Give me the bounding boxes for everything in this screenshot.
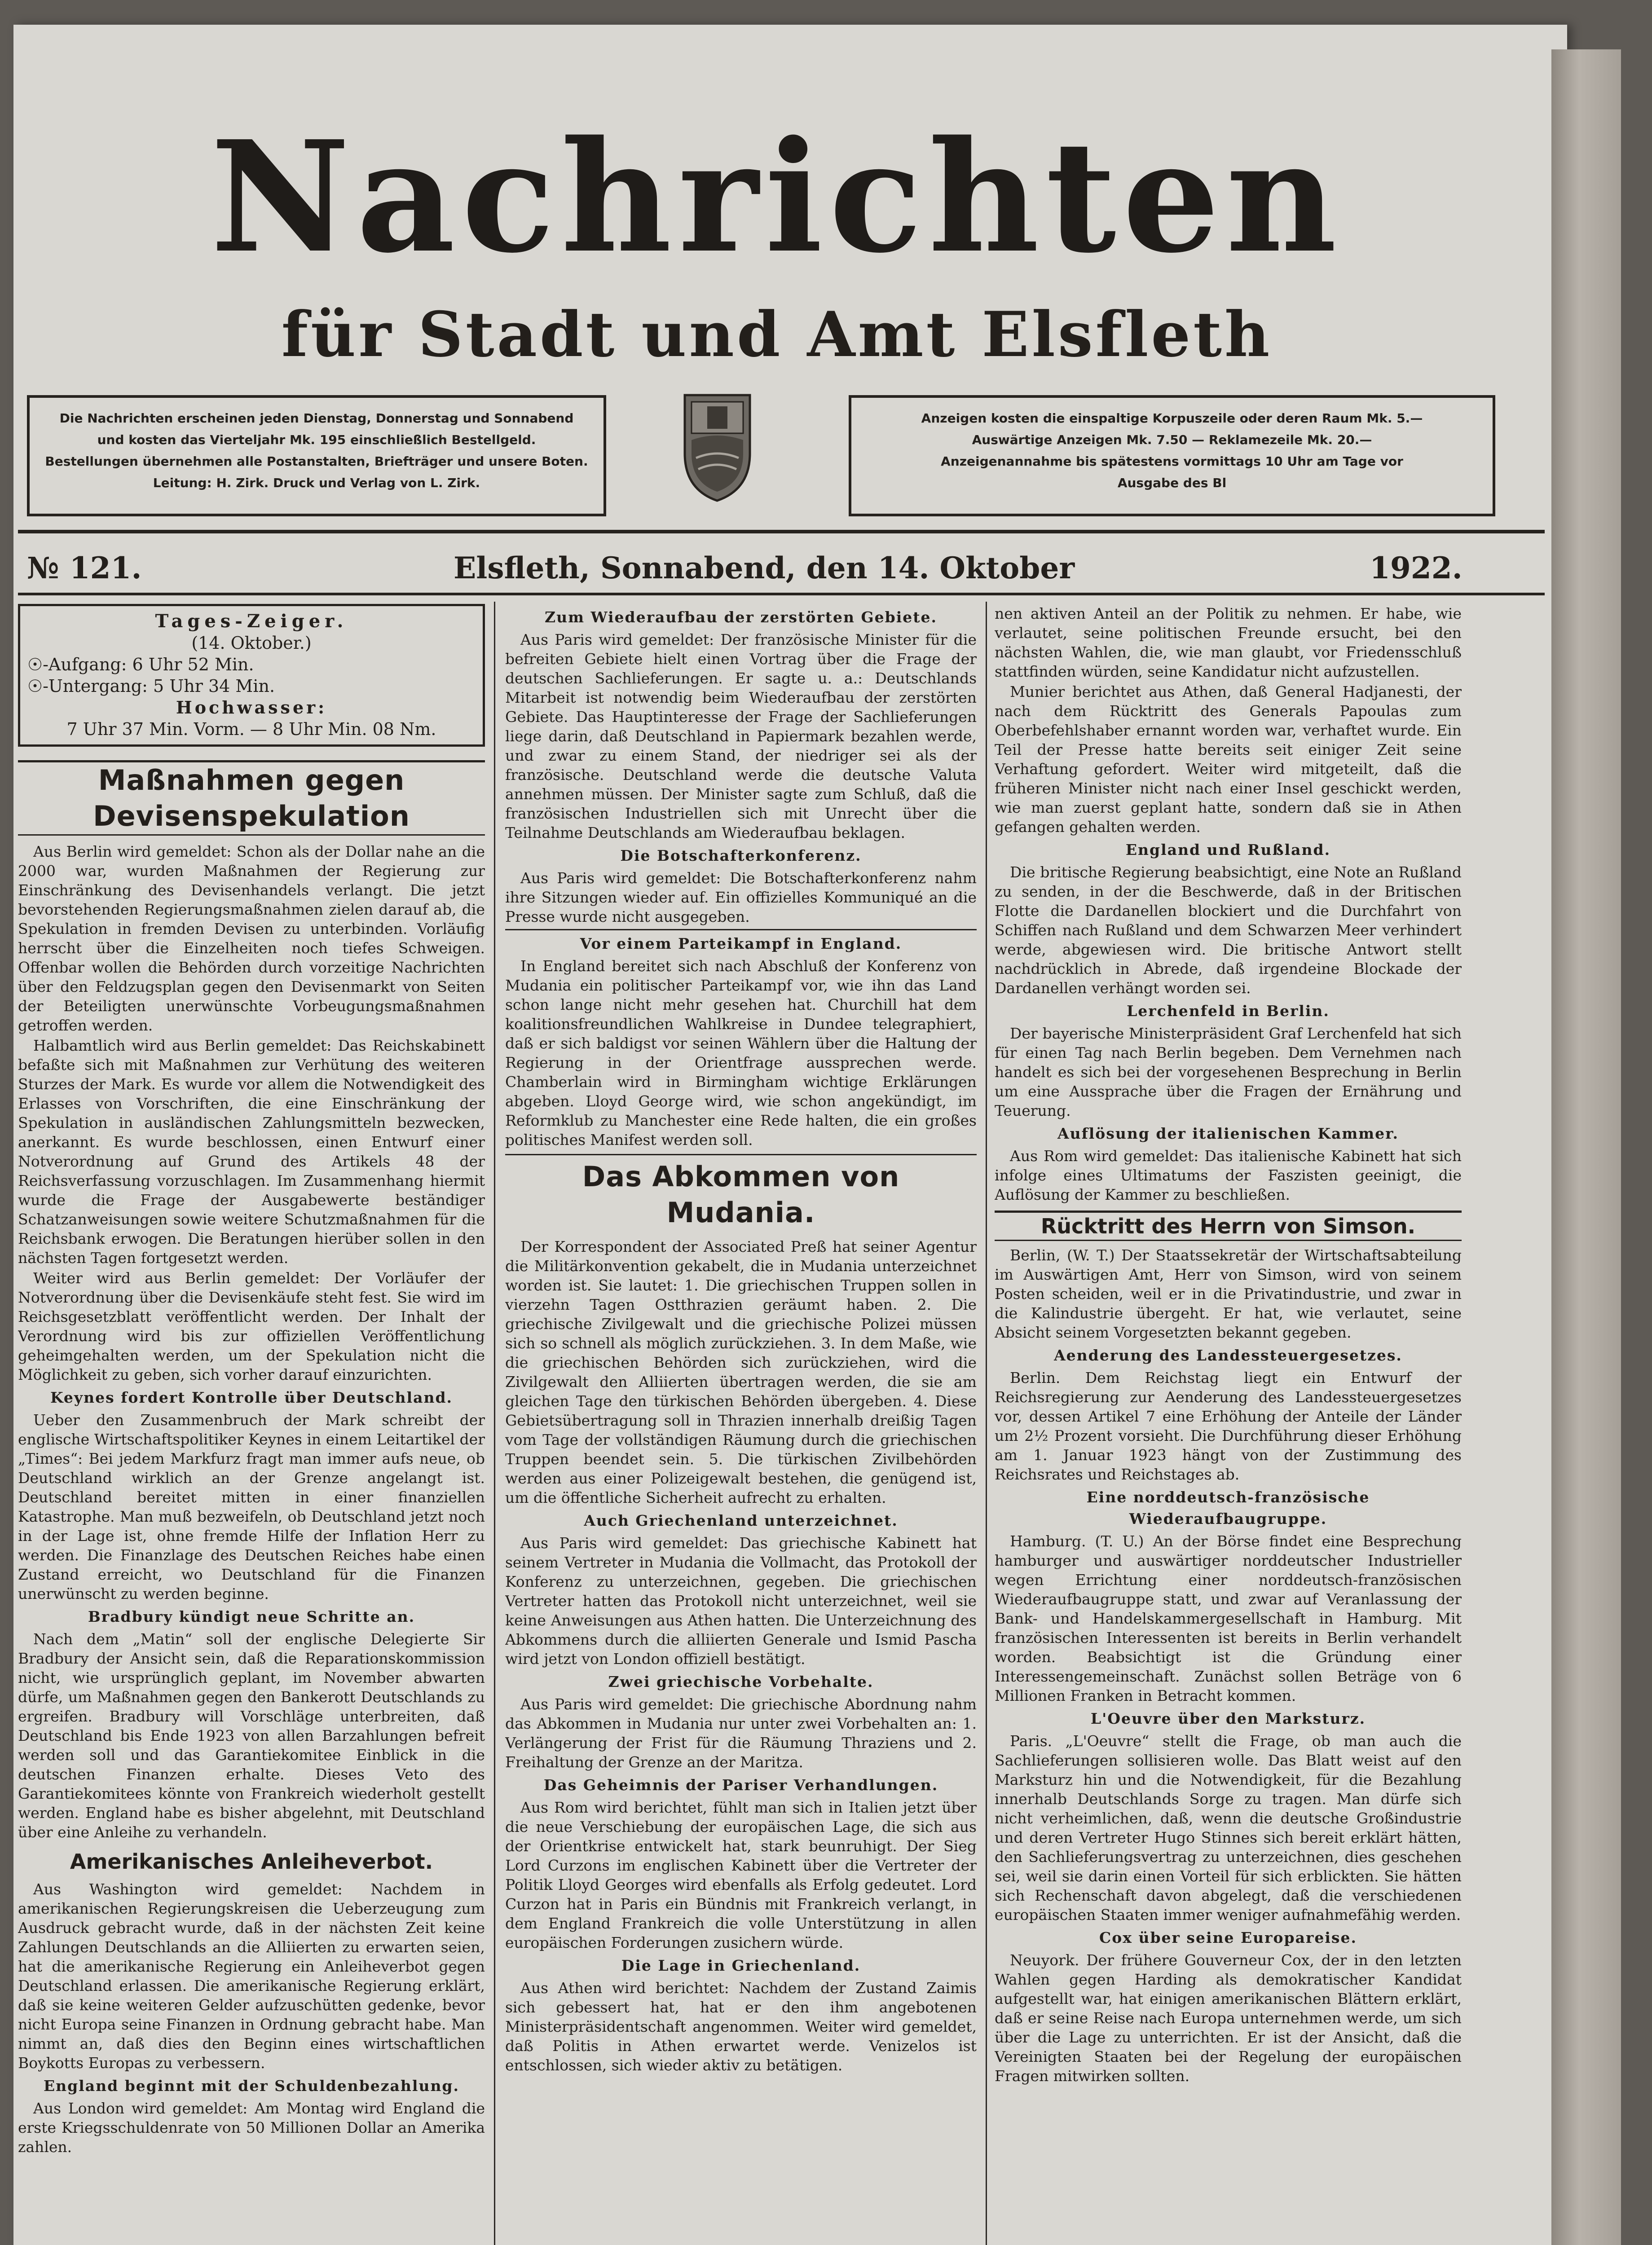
article-paragraph: Die britische Regierung beabsichtigt, eine Note an Rußland zu senden, in der die Beschwerde, daß in der Britischen Flotte die Dardanellen blockiert und die Durchfahrt von Schiffen nach Rußland und dem Schwarzen Meer verhindert werde, abgewiesen wird. Die britische Antwort stellt nachdrücklich in Abrede, daß irgendeine Blockade der Dardanellen verhängt worden sei. <box>995 863 1462 997</box>
subheading: Auch Griechenland unterzeichnet. <box>584 1512 898 1529</box>
subscription-line-2: und kosten das Vierteljahr Mk. 195 einschließlich Bestellgeld. <box>97 432 536 447</box>
issue-year: 1922. <box>1370 550 1463 585</box>
article-paragraph: In England bereitet sich nach Abschluß der Konferenz von Mudania ein politischer Parteikampf vor, wie ihn das Land schon lange nicht mehr gesehen hat. Churchill hat dem koalitionsfreundlichen Wahlkreise in Dundee telegraphiert, daß er sich baldigst vor seinen Wählern über die Haltung der Regierung in der Orientfrage aussprechen werde. Chamberlain wird in Birmingham wichtige Erklärungen abgeben. Lloyd George wird, wie schon angekündigt, im Reformklub zu Manchester eine Rede halten, die ein großes politisches Manifest werden soll. <box>505 957 977 1149</box>
article-paragraph: Hamburg. (T. U.) An der Börse findet eine Besprechung hamburger und auswärtiger norddeutscher Industrieller wegen Errichtung einer norddeutsch-französischen Wiederaufbaugruppe statt, und zwar auf Veranlassung der Bank- und Handelskammergesellschaft in Hamburg. Mit französischen Interessenten ist bereits in Berlin verhandelt worden. Beabsichtigt ist die Gründung einer Interessengemeinschaft. Zunächst sollen Beträge von 6 Millionen Franken in Betracht kommen. <box>995 1532 1462 1704</box>
subheading-anleiheverbot: Amerikanisches Anleiheverbot. <box>70 1849 433 1874</box>
article-paragraph: Aus Berlin wird gemeldet: Schon als der Dollar nahe an die 2000 war, wurden Maßnahmen der Regierung zur Einschränkung des Devisenhandels verlangt. Die jetzt bevorstehenden Regierungsmaßnahmen zielen darauf ab, die Spekulation in fremden Devisen zu unterbinden. Vorläufig herrscht über die Einzelheiten noch tiefes Schweigen. Offenbar wollen die Behörden durch vorzeitige Nachrichten über den Feldzugsplan gegen den Devisenmarkt von Seiten der Beteiligten unerwünschte Vorbeugungsmaßnahmen getroffen werden. <box>18 843 485 1034</box>
subheading: Die Botschafterkonferenz. <box>620 847 862 864</box>
advert-line-1: Anzeigen kosten die einspaltige Korpuszeile oder deren Raum Mk. 5.— <box>921 411 1423 426</box>
article-paragraph: Neuyork. Der frühere Gouverneur Cox, der in den letzten Wahlen gegen Harding als demokratischer Kandidat aufgestellt war, hat einigen amerikanischen Blättern erklärt, daß er seine Reise nach Europa unternehmen werde, um sich über die Lage zu unterrichten. Er ist der Ansicht, daß die Vereinigten Staaten bei der Regelung der europäischen Fragen mitwirken sollten. <box>995 1951 1462 2085</box>
article-paragraph: Aus Rom wird gemeldet: Das italienische Kabinett hat sich infolge eines Ultimatums der Faszisten geeinigt, die Auflösung der Kammer zu beschließen. <box>995 1147 1462 1203</box>
subscription-info-box <box>27 395 606 516</box>
tide-title: Hochwasser: <box>176 697 327 718</box>
subheading: L'Oeuvre über den Marksturz. <box>1090 1710 1366 1727</box>
page-binding-edge <box>1551 49 1621 2245</box>
header-rule-bottom <box>18 593 1545 595</box>
article-paragraph: Halbamtlich wird aus Berlin gemeldet: Das Reichskabinett befaßte sich mit Maßnahmen zur Verhütung des weiteren Sturzes der Mark. Es wurde vor allem die Notwendigkeit des Erlasses von Vorschriften, die eine Einschränkung der Spekulation in ausländischen Zahlungsmitteln bezwecken, anerkannt. Es wurde beschlossen, einen Entwurf einer Notverordnung auf Grund des Artikels 48 der Reichsverfassung vorzuschlagen. Im Zusammenhang hiermit wurde die Frage der Ausgabewerte beständiger Schatzanweisungen sowie weitere Schutzmaßnahmen für die Reichsbank erwogen. Die Beratungen hierüber sollen in den nächsten Tagen fortgesetzt werden. <box>18 1037 485 1267</box>
sunset-time: ☉-Untergang: 5 Uhr 34 Min. <box>27 676 275 696</box>
subscription-line-3: Bestellungen übernehmen alle Postanstalten, Briefträger und unsere Boten. <box>45 454 588 469</box>
subheading: Lerchenfeld in Berlin. <box>1127 1002 1330 1020</box>
column-divider <box>494 602 495 2245</box>
article-paragraph: Aus Paris wird gemeldet: Die griechische Abordnung nahm das Abkommen in Mudania nur unter zwei Vorbehalten an: 1. Verlängerung der Frist für die Räumung Thraziens und 2. Freihaltung der Grenze an der Maritza. <box>505 1695 977 1771</box>
article-paragraph: Aus Paris wird gemeldet: Die Botschafterkonferenz nahm ihre Sitzungen wieder auf. Ein offizielles Kommuniqué an die Presse wurde nicht ausgegeben. <box>505 869 977 925</box>
subheading: Auflösung der italienischen Kammer. <box>1057 1125 1399 1142</box>
column-1 <box>18 604 485 2245</box>
tages-zeiger-date: (14. Oktober.) <box>191 633 312 653</box>
article-paragraph: Nach dem „Matin“ soll der englische Delegierte Sir Bradbury der Ansicht sein, daß die Reparationskommission nicht, wie ursprünglich geplant, im November abwarten dürfe, um Maßnahmen gegen den Bankerott Deutschlands zu ergreifen. Bradbury will Vorschläge unterbreiten, daß Deutschland bis Ende 1923 von allen Barzahlungen befreit werden soll und das Garantiekomitee Einblick in die deutschen Finanzen erhalte. Dieses Veto des Garantiekomitees könnte von Frankreich wiederholt gestellt werden. England habe es bisher abgelehnt, mit Deutschland über eine Anleihe zu verhandeln. <box>18 1630 485 1841</box>
tide-times: 7 Uhr 37 Min. Vorm. — 8 Uhr Min. 08 Nm. <box>66 719 436 739</box>
headline-mudania: Das Abkommen von Mudania. <box>505 1154 977 1231</box>
article-paragraph: Aus London wird gemeldet: Am Montag wird England die erste Kriegsschuldenrate von 50 Millionen Dollar an Amerika zahlen. <box>18 2100 485 2156</box>
article-paragraph: Aus Rom wird berichtet, fühlt man sich in Italien jetzt über die neue Verschiebung der europäischen Lage, die sich aus der Orientkrise entwickelt hat, stark beunruhigt. Der Sieg Lord Curzons im englischen Kabinett über die Vertreter der Politik Lloyd Georges wird ebenfalls als Erfolg gedeutet. Lord Curzon hat in Paris ein Bündnis mit Frankreich verlangt, in dem England Frankreich die volle Unterstützung in allen europäischen Forderungen zusichern würde. <box>505 1799 977 1951</box>
subheading: Das Geheimnis der Pariser Verhandlungen. <box>543 1776 938 1794</box>
article-paragraph: Munier berichtet aus Athen, daß General Hadjanesti, der nach dem Rücktritt des Generals Papoulas zum Oberbefehlshaber ernannt worden war, verhaftet wurde. Ein Teil der Presse hatte bereits seit einiger Zeit seine Verhaftung gefordert. Weiter wird mitgeteilt, daß die früheren Minister nicht nach einer Insel geschickt werden, wie man zuerst geplant hatte, sondern daß sie in Athen gefangen gehalten werden. <box>995 683 1462 836</box>
sunrise-time: ☉-Aufgang: 6 Uhr 52 Min. <box>27 655 254 674</box>
column-divider <box>986 602 987 2245</box>
tages-zeiger-box <box>18 604 485 747</box>
article-paragraph: Berlin. Dem Reichstag liegt ein Entwurf der Reichsregierung zur Aenderung des Landessteuergesetzes vor, dessen Artikel 7 eine Erhöhung der Anteile der Länder um 2½ Prozent vorsieht. Die Durchführung dieser Erhöhung am 1. Januar 1923 hängt von der Zustimmung des Reichsrates und Reichstages ab. <box>995 1369 1462 1483</box>
article-paragraph: Aus Athen wird berichtet: Nachdem der Zustand Zaimis sich gebessert hat, hat er den ihm angebotenen Ministerpräsidentschaft angenommen. Weiter wird gemeldet, daß Politis in Athen erwartet werde. Venizelos ist entschlossen, sich wieder aktiv zu betätigen. <box>505 1979 977 2074</box>
advertising-info-box <box>849 395 1495 516</box>
advert-line-4: Ausgabe des Bl <box>1117 475 1227 490</box>
masthead-subtitle: für Stadt und Amt Elsfleth <box>281 298 1273 371</box>
article-paragraph: Aus Paris wird gemeldet: Der französische Minister für die befreiten Gebiete hielt einen Vortrag über die Frage der deutschen Sachlieferungen. Er sagte u. a.: Deutschlands Mitarbeit ist notwendig beim Wiederaufbau der zerstörten Gebiete. Das Hauptinteresse der Frage der Sachlieferungen liege darin, daß Deutschland in Papiermark bezahlen werde, und zwar zu einem Stand, der niedriger sei als der französische. Deutschland werde die deutsche Valuta annehmen müssen. Der Minister sagte zum Schluß, daß die französischen Industriellen sich mit Unrecht über die Teilnahme Deutschlands am Wiederaufbau beklagen. <box>505 631 977 841</box>
header-rule-top <box>18 530 1545 533</box>
subheading: Cox über seine Europareise. <box>1099 1929 1357 1946</box>
article-paragraph: Aus Washington wird gemeldet: Nachdem in amerikanischen Regierungskreisen die Ueberzeugung zum Ausdruck gebracht wurde, daß in der nächsten Zeit keine Zahlungen Deutschlands an die Alliierten zu erwarten seien, hat die amerikanische Regierung ein Anleiheverbot gegen Deutschland erlassen. Die amerikanische Regierung erklärt, daß sie keine weiteren Gelder aufzuschütten gedenke, bevor nicht Europa seine Finanzen in Ordnung gebracht habe. Man nimmt an, daß dies den Beginn eines wirtschaftlichen Boykotts Europas zu verbessern. <box>18 1880 485 2072</box>
subheading: Zum Wiederaufbau der zerstörten Gebiete. <box>545 608 937 626</box>
subheading: Zwei griechische Vorbehalte. <box>608 1673 874 1690</box>
masthead-title: Nachrichten <box>210 108 1344 287</box>
subheading: Aenderung des Landessteuergesetzes. <box>1054 1347 1402 1364</box>
advert-line-3: Anzeigenannahme bis spätestens vormittags 10 Uhr am Tage vor <box>941 454 1403 469</box>
headline-devisenspekulation: Maßnahmen gegen Devisenspekulation <box>18 760 485 836</box>
article-paragraph: Der bayerische Ministerpräsident Graf Lerchenfeld hat sich für einen Tag nach Berlin begeben. Dem Vernehmen nach handelt es sich bei der vorgesehenen Besprechung in Berlin um eine Aussprache über die Fragen der Ernährung und Teuerung. <box>995 1025 1462 1119</box>
article-paragraph: Der Korrespondent der Associated Preß hat seiner Agentur die Militärkonvention gekabelt, die in Mudania unterzeichnet worden ist. Sie lautet: 1. Die griechischen Truppen sollen in vierzehn Tagen Ostthrazien geräumt haben. 2. Die griechische Zivilgewalt und die griechische Polizei müssen sich so schnell als möglich zurückziehen. 3. In dem Maße, wie die griechischen Behörden sich zurückziehen, wird die Zivilgewalt den Alliierten übertragen werden, die sie am gleichen Tage den türkischen Behörden übergeben. 4. Diese Gebietsübertragung soll in Thrazien innerhalb dreißig Tagen vom Tage der vollständigen Räumung durch die griechischen Truppen beendet sein. 5. Die türkischen Zivilbehörden werden aus einer Polizeigewalt bestehen, die genügend ist, um die öffentliche Sicherheit aufrecht zu erhalten. <box>505 1238 977 1506</box>
subheading: Bradbury kündigt neue Schritte an. <box>88 1608 415 1625</box>
issue-number: № 121. <box>27 550 142 585</box>
article-paragraph: Berlin, (W. T.) Der Staatssekretär der Wirtschaftsabteilung im Auswärtigen Amt, Herr von Simson, wird von seinem Posten scheiden, weil er in die Privatindustrie, und zwar in die Kalindustrie übergeht. Er hat, wie verlautet, seine Absicht seinem Vorgesetzten bekannt gegeben. <box>995 1246 1462 1341</box>
article-paragraph: Weiter wird aus Berlin gemeldet: Der Vorläufer der Notverordnung über die Devisenkäufe steht fest. Sie wird im Reichsgesetzblatt veröffentlicht werden. Der Inhalt der Verordnung wird bis zur offiziellen Veröffentlichung geheimgehalten werden, um der Spekulation nicht die Möglichkeit zu geben, sich vorher darauf einzurichten. <box>18 1269 485 1383</box>
subheading: Keynes fordert Kontrolle über Deutschland. <box>50 1389 453 1406</box>
article-paragraph: Ueber den Zusammenbruch der Mark schreibt der englische Wirtschaftspolitiker Keynes in einem Leitartikel der „Times“: Bei jedem Markfurz fragt man immer aufs neue, ob Deutschland wirklich an der Grenze angelangt ist. Deutschland bereitet mitten in einer finanziellen Katastrophe. Man muß bezweifeln, ob Deutschland jetzt noch in der Lage ist, ohne fremde Hilfe der Inflation Herr zu werden. Die Finanzlage des Deutschen Reiches habe einen Zustand erreicht, wo Deutschland für die Finanzen unerwünscht zu werden beginne. <box>18 1411 485 1602</box>
subscription-line-1: Die Nachrichten erscheinen jeden Dienstag, Donnerstag und Sonnabend <box>59 411 574 426</box>
article-paragraph: Paris. „L'Oeuvre“ stellt die Frage, ob man auch die Sachlieferungen sollisieren wolle. Das Blatt weist auf den Marksturz hin und die Notwendigkeit, für die Bezahlung innerhalb Deutschlands Sorge zu tragen. Man dürfe sich nicht verheimlichen, daß, wenn die deutsche Großindustrie und deren Vertreter Hugo Stinnes sich bereit erklärt hätten, den Sachlieferungsvertrag zu unterzeichnen, dies geschehen sei, weil sie darin einen Vorteil für sich erblickten. Sie hätten sich Rechenschaft davon abgelegt, daß die verschiedenen europäischen Staaten immer weniger aufnahmefähig werden. <box>995 1732 1462 1924</box>
elsfleth-crest-icon <box>680 386 754 503</box>
issue-date: Elsfleth, Sonnabend, den 14. Oktober <box>454 550 1075 585</box>
article-paragraph: nen aktiven Anteil an der Politik zu nehmen. Er habe, wie verlautet, seine politischen Freunde ersucht, bei den nächsten Wahlen, die, wie man glaubt, vor Friedensschluß stattfinden würden, seine Kandidatur nicht aufzustellen. <box>995 605 1462 680</box>
article-paragraph: Aus Paris wird gemeldet: Das griechische Kabinett hat seinem Vertreter in Mudania die Vollmacht, das Protokoll der Konferenz zu unterzeichnen, gegeben. Die griechischen Vertreter hatten das Protokoll nicht unterzeichnet, weil sie keine Anweisungen aus Athen hatten. Die Unterzeichnung des Abkommens durch die alliierten Generale und Ismid Pascha wird jetzt von London offiziell bestätigt. <box>505 1534 977 1668</box>
subheading: Eine norddeutsch-französische Wiederaufbaugruppe. <box>1086 1488 1370 1527</box>
column-3 <box>995 604 1462 2245</box>
advert-line-2: Auswärtige Anzeigen Mk. 7.50 — Reklamezeile Mk. 20.— <box>972 432 1372 447</box>
tages-zeiger-title: Tages-Zeiger. <box>155 611 348 632</box>
subheading: England und Rußland. <box>1125 841 1331 858</box>
subheading: Die Lage in Griechenland. <box>621 1957 861 1974</box>
column-2 <box>505 604 977 2245</box>
subheading: England beginnt mit der Schuldenbezahlung. <box>44 2077 459 2095</box>
subscription-line-4: Leitung: H. Zirk. Druck und Verlag von L. Zirk. <box>153 475 480 490</box>
headline-simson: Rücktritt des Herrn von Simson. <box>995 1211 1462 1241</box>
subheading: Vor einem Parteikampf in England. <box>505 929 977 955</box>
